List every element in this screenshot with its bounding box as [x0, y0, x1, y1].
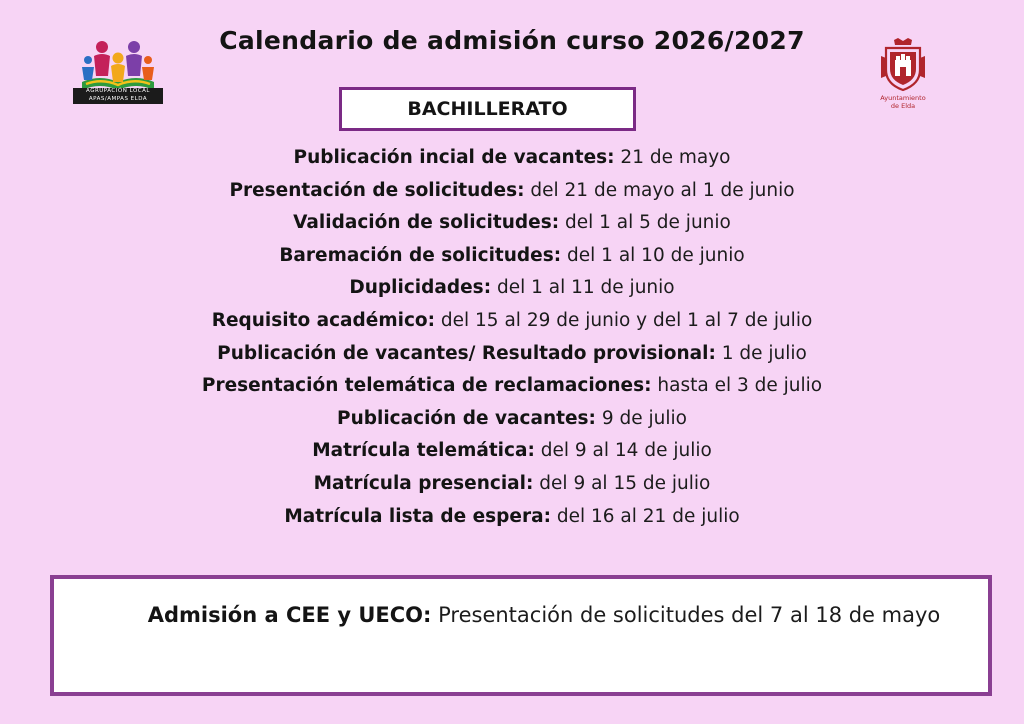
schedule-item — [0, 403, 1024, 436]
schedule-item-date: 1 de julio — [715, 342, 807, 364]
schedule-item: Publicación incial de vacantes: 21 de mayo — [293, 147, 731, 168]
admission-schedule-list — [0, 142, 1024, 533]
schedule-item-label: Validación de solicitudes: — [293, 212, 560, 234]
section-heading-label: BACHILLERATO — [407, 98, 568, 120]
schedule-item-date: del 9 al 14 de julio — [534, 440, 712, 462]
schedule-item-label: Matrícula lista de espera: — [284, 505, 551, 527]
schedule-item-date: del 15 al 29 de junio y del 1 al 7 de julio — [435, 309, 813, 331]
schedule-item-date: del 1 al 5 de junio — [559, 212, 731, 234]
schedule-item-date: del 16 al 21 de julio — [550, 505, 740, 527]
schedule-item-date: 9 de julio — [595, 407, 687, 429]
cee-ueco-dates: Presentación de solicitudes del 7 al 18 de mayo — [431, 603, 941, 627]
cee-ueco-admission-text — [134, 598, 954, 632]
cee-ueco-label: Admisión a CEE y UECO: — [147, 603, 432, 627]
schedule-item-label: Requisito académico: — [211, 309, 436, 331]
cee-ueco-admission-box — [50, 575, 992, 696]
schedule-item — [0, 338, 1024, 371]
schedule-item-label: Baremación de solicitudes: — [279, 244, 562, 266]
schedule-item-date: del 21 de mayo al 1 de junio — [524, 179, 795, 201]
schedule-item-label: Matrícula telemática: — [312, 440, 535, 462]
schedule-item-date: 21 de mayo — [614, 147, 731, 168]
schedule-item — [0, 240, 1024, 273]
apas-ampas-logo-text: AGRUPACIÓN LOCAL APAS/AMPAS ELDA — [73, 88, 163, 104]
ayuntamiento-crest-logo — [878, 36, 928, 92]
page-title: Calendario de admisión curso 2026/2027 — [219, 26, 805, 55]
schedule-item — [0, 435, 1024, 468]
schedule-item — [0, 207, 1024, 240]
schedule-item-label: Presentación de solicitudes: — [229, 179, 525, 201]
section-heading-bachillerato — [339, 87, 636, 131]
schedule-item — [0, 175, 1024, 208]
schedule-item-label: Publicación incial de vacantes — [293, 147, 608, 168]
ayuntamiento-crest-text: Ayuntamiento de Elda — [880, 94, 926, 110]
schedule-item-label: Duplicidades — [349, 277, 484, 299]
schedule-item-label: Presentación telemática de reclamaciones: — [201, 375, 652, 397]
schedule-item-date: del 1 al 10 de junio — [561, 244, 745, 266]
schedule-item: Duplicidades: del 1 al 11 de junio — [349, 277, 675, 299]
schedule-item-label: Publicación de vacantes/ Resultado provisional: — [217, 342, 716, 364]
schedule-item-date: del 1 al 11 de junio — [491, 277, 675, 299]
schedule-item-label: Publicación de vacantes: — [337, 407, 596, 429]
schedule-item — [0, 305, 1024, 338]
schedule-item-date: hasta el 3 de julio — [651, 375, 823, 397]
schedule-item — [0, 370, 1024, 403]
schedule-item: Matrícula presencial: del 9 al 15 de julio — [313, 472, 711, 494]
schedule-item-label: Matrícula presencial — [313, 472, 527, 494]
schedule-item — [0, 501, 1024, 534]
schedule-item-date: del 9 al 15 de julio — [533, 472, 711, 494]
